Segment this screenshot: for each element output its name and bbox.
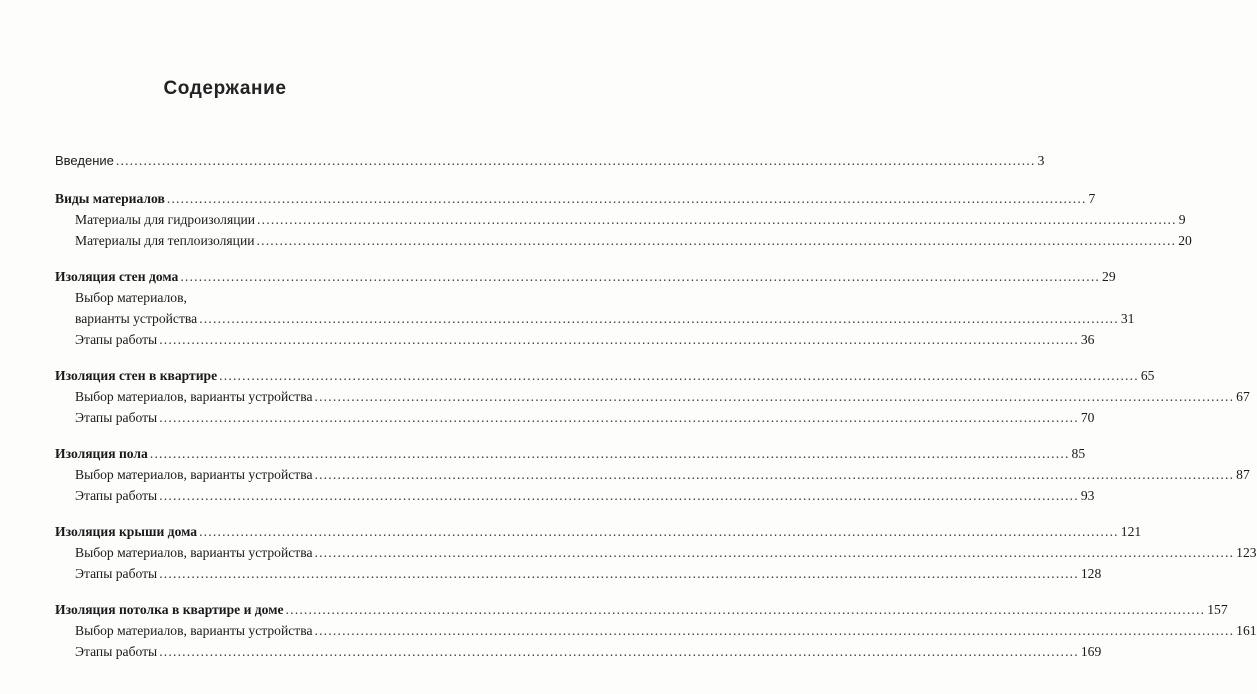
dot-leader: ........................................................................................................................................................................................................ <box>180 269 1101 284</box>
toc-page-number: 67 <box>1236 389 1250 404</box>
dot-leader: ........................................................................................................................................................................................................ <box>314 545 1235 560</box>
toc-entry-label: Изоляция потолка в квартире и доме <box>55 602 284 617</box>
dot-leader: ........................................................................................................................................................................................................ <box>159 644 1079 659</box>
toc-page-number: 128 <box>1080 566 1102 581</box>
section-spacer <box>55 251 427 266</box>
toc-subsection[interactable] <box>55 485 1095 506</box>
dot-leader: ........................................................................................................................................................................................................ <box>166 191 1087 206</box>
toc-page-number: 121 <box>1120 524 1142 539</box>
dot-leader: ........................................................................................................................................................................................................ <box>314 623 1235 638</box>
toc-subsection[interactable] <box>55 620 1257 641</box>
toc-subsection[interactable] <box>55 308 1135 329</box>
toc-page-number: 70 <box>1080 410 1095 425</box>
toc-page-number: 36 <box>1080 332 1095 347</box>
toc-subsection[interactable] <box>55 563 1102 584</box>
toc-page-number: 85 <box>1071 446 1086 461</box>
toc-subsection[interactable] <box>55 209 1186 230</box>
toc-chapter[interactable] <box>55 599 1228 620</box>
toc-entry-label: Выбор материалов, варианты устройства <box>75 467 313 482</box>
toc-entry-label: Этапы работы <box>75 332 158 347</box>
toc-entry-label: Этапы работы <box>75 488 158 503</box>
toc-subsection[interactable] <box>55 542 1257 563</box>
table-of-contents <box>55 150 1257 662</box>
dot-leader: ........................................................................................................................................................................................................ <box>314 467 1235 482</box>
toc-subsection[interactable] <box>55 407 1095 428</box>
toc-page-number: 29 <box>1102 269 1116 284</box>
dot-leader: ........................................................................................................................................................................................................ <box>219 368 1139 383</box>
toc-entry-label: Выбор материалов, <box>75 290 187 305</box>
page-title: Содержание <box>163 78 287 99</box>
dot-leader: ........................................................................................................................................................................................................ <box>159 488 1079 503</box>
toc-chapter[interactable] <box>55 521 1142 542</box>
toc-page-number: 3 <box>1037 153 1045 168</box>
toc-page-number: 87 <box>1236 467 1250 482</box>
toc-subsection[interactable] <box>55 230 1192 251</box>
section-spacer <box>55 506 427 521</box>
toc-chapter[interactable] <box>55 266 1116 287</box>
toc-entry-label: Этапы работы <box>75 566 158 581</box>
toc-page-number: 9 <box>1178 212 1186 227</box>
dot-leader: ........................................................................................................................................................................................................ <box>159 410 1079 425</box>
toc-page-number: 123 <box>1236 545 1257 560</box>
toc-entry-label: Изоляция пола <box>55 446 148 461</box>
toc-page-number: 93 <box>1080 488 1095 503</box>
dot-leader: ........................................................................................................................................................................................................ <box>149 446 1070 461</box>
dot-leader: ........................................................................................................................................................................................................ <box>199 311 1119 326</box>
dot-leader: ........................................................................................................................................................................................................ <box>159 332 1079 347</box>
toc-chapter[interactable] <box>55 365 1155 386</box>
dot-leader: ........................................................................................................................................................................................................ <box>199 524 1119 539</box>
toc-chapter[interactable] <box>55 443 1086 464</box>
section-spacer <box>55 584 427 599</box>
toc-page-number: 169 <box>1080 644 1102 659</box>
dot-leader: ........................................................................................................................................................................................................ <box>115 153 1036 168</box>
toc-entry-label: Выбор материалов, варианты устройства <box>75 545 313 560</box>
toc-page-number: 7 <box>1088 191 1096 206</box>
toc-subsection[interactable] <box>55 464 1250 485</box>
dot-leader: ........................................................................................................................................................................................................ <box>285 602 1206 617</box>
toc-entry-label: Этапы работы <box>75 410 158 425</box>
toc-page-number: 65 <box>1140 368 1155 383</box>
section-spacer <box>55 171 427 188</box>
toc-entry-label: Изоляция стен в квартире <box>55 368 218 383</box>
dot-leader: ........................................................................................................................................................................................................ <box>256 233 1177 248</box>
section-spacer <box>55 428 427 443</box>
dot-leader: ........................................................................................................................................................................................................ <box>314 389 1235 404</box>
toc-page-number: 161 <box>1236 623 1257 638</box>
toc-subsection[interactable] <box>55 329 1095 350</box>
toc-page-number: 20 <box>1178 233 1192 248</box>
toc-entry-intro[interactable] <box>55 150 1045 171</box>
toc-entry-label: Изоляция стен дома <box>55 269 179 284</box>
toc-subsection[interactable] <box>55 287 427 308</box>
toc-page-number: 157 <box>1207 602 1228 617</box>
toc-entry-label: варианты устройства <box>75 311 198 326</box>
toc-subsection[interactable] <box>55 386 1250 407</box>
toc-entry-label: Материалы для теплоизоляции <box>75 233 255 248</box>
toc-page-number: 31 <box>1120 311 1135 326</box>
toc-entry-label: Введение <box>55 153 114 168</box>
section-spacer <box>55 350 427 365</box>
toc-entry-label: Этапы работы <box>75 644 158 659</box>
toc-entry-label: Изоляция крыши дома <box>55 524 198 539</box>
toc-entry-label: Виды материалов <box>55 191 165 206</box>
toc-entry-label: Выбор материалов, варианты устройства <box>75 623 313 638</box>
dot-leader: ........................................................................................................................................................................................................ <box>159 566 1079 581</box>
toc-subsection[interactable] <box>55 641 1102 662</box>
toc-chapter[interactable] <box>55 188 1096 209</box>
toc-entry-label: Выбор материалов, варианты устройства <box>75 389 313 404</box>
toc-entry-label: Материалы для гидроизоляции <box>75 212 256 227</box>
dot-leader: ........................................................................................................................................................................................................ <box>257 212 1177 227</box>
